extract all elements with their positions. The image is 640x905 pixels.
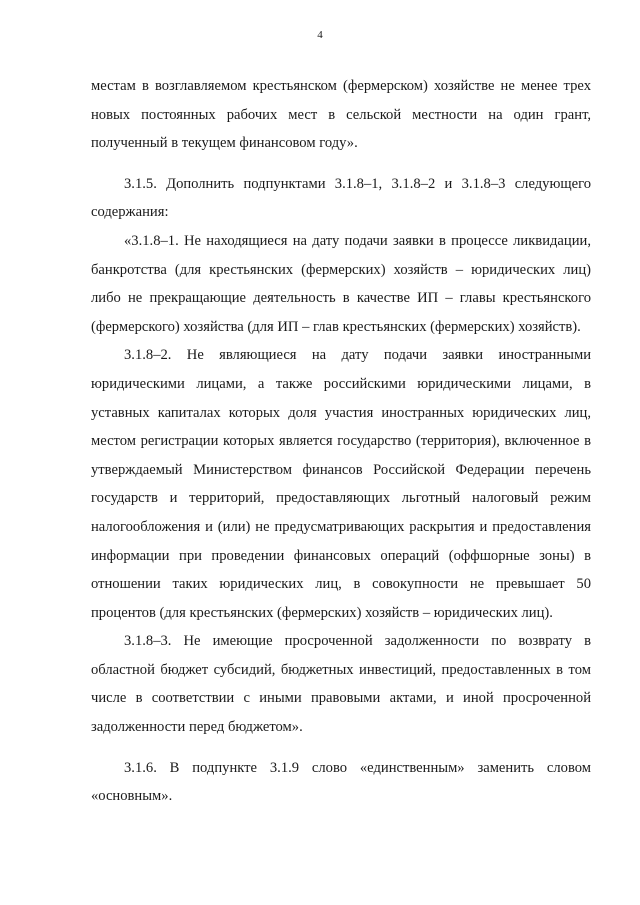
paragraph-3-1-8-1: «3.1.8–1. Не находящиеся на дату подачи заявки в процессе ликвидации, банкротства (для крестьянских (фермерских) хозяйств – юридических лиц) либо не прекращающие деятельность в качестве ИП – главы крестьянского (фермерского) хозяйства (для ИП – глав крестьянских (фермерских) хозяйств).	[91, 232, 591, 335]
paragraph-continuation: местам в возглавляемом крестьянском (фермерском) хозяйстве не менее трех новых постоянных рабочих мест в сельской местности на один грант, полученный в текущем финансовом году».	[91, 78, 591, 152]
paragraph-3-1-8-2: 3.1.8–2. Не являющиеся на дату подачи заявки иностранными юридическими лицами, а также российскими юридическими лицами, в уставных капиталах которых доля участия иностранных юридических лиц, местом регистрации которых является государство (территория), включенное в утверждаемый Министерством финансов Российской Федерации перечень государств и территорий, предоставляющих льготный налоговый режим налогообложения и (или) не предусматривающих раскрытия и предоставления информации при проведении финансовых операций (оффшорные зоны) в отношении таких юридических лиц, в совокупности не превышает 50 процентов (для крестьянских (фермерских) хозяйств – юридических лиц).	[91, 347, 591, 621]
paragraph-3-1-8-3: 3.1.8–3. Не имеющие просроченной задолженности по возврату в областной бюджет субсидий, бюджетных инвестиций, предоставленных в том числе в соответствии с иными правовыми актами, и иной просроченной задолженности перед бюджетом».	[91, 633, 591, 736]
paragraph-3-1-6: 3.1.6. В подпункте 3.1.9 слово «единственным» заменить словом «основным».	[91, 759, 591, 805]
document-body	[91, 72, 591, 811]
page-number: 4	[317, 29, 323, 41]
paragraph-3-1-5: 3.1.5. Дополнить подпунктами 3.1.8–1, 3.1.8–2 и 3.1.8–3 следующего содержания:	[91, 175, 591, 221]
